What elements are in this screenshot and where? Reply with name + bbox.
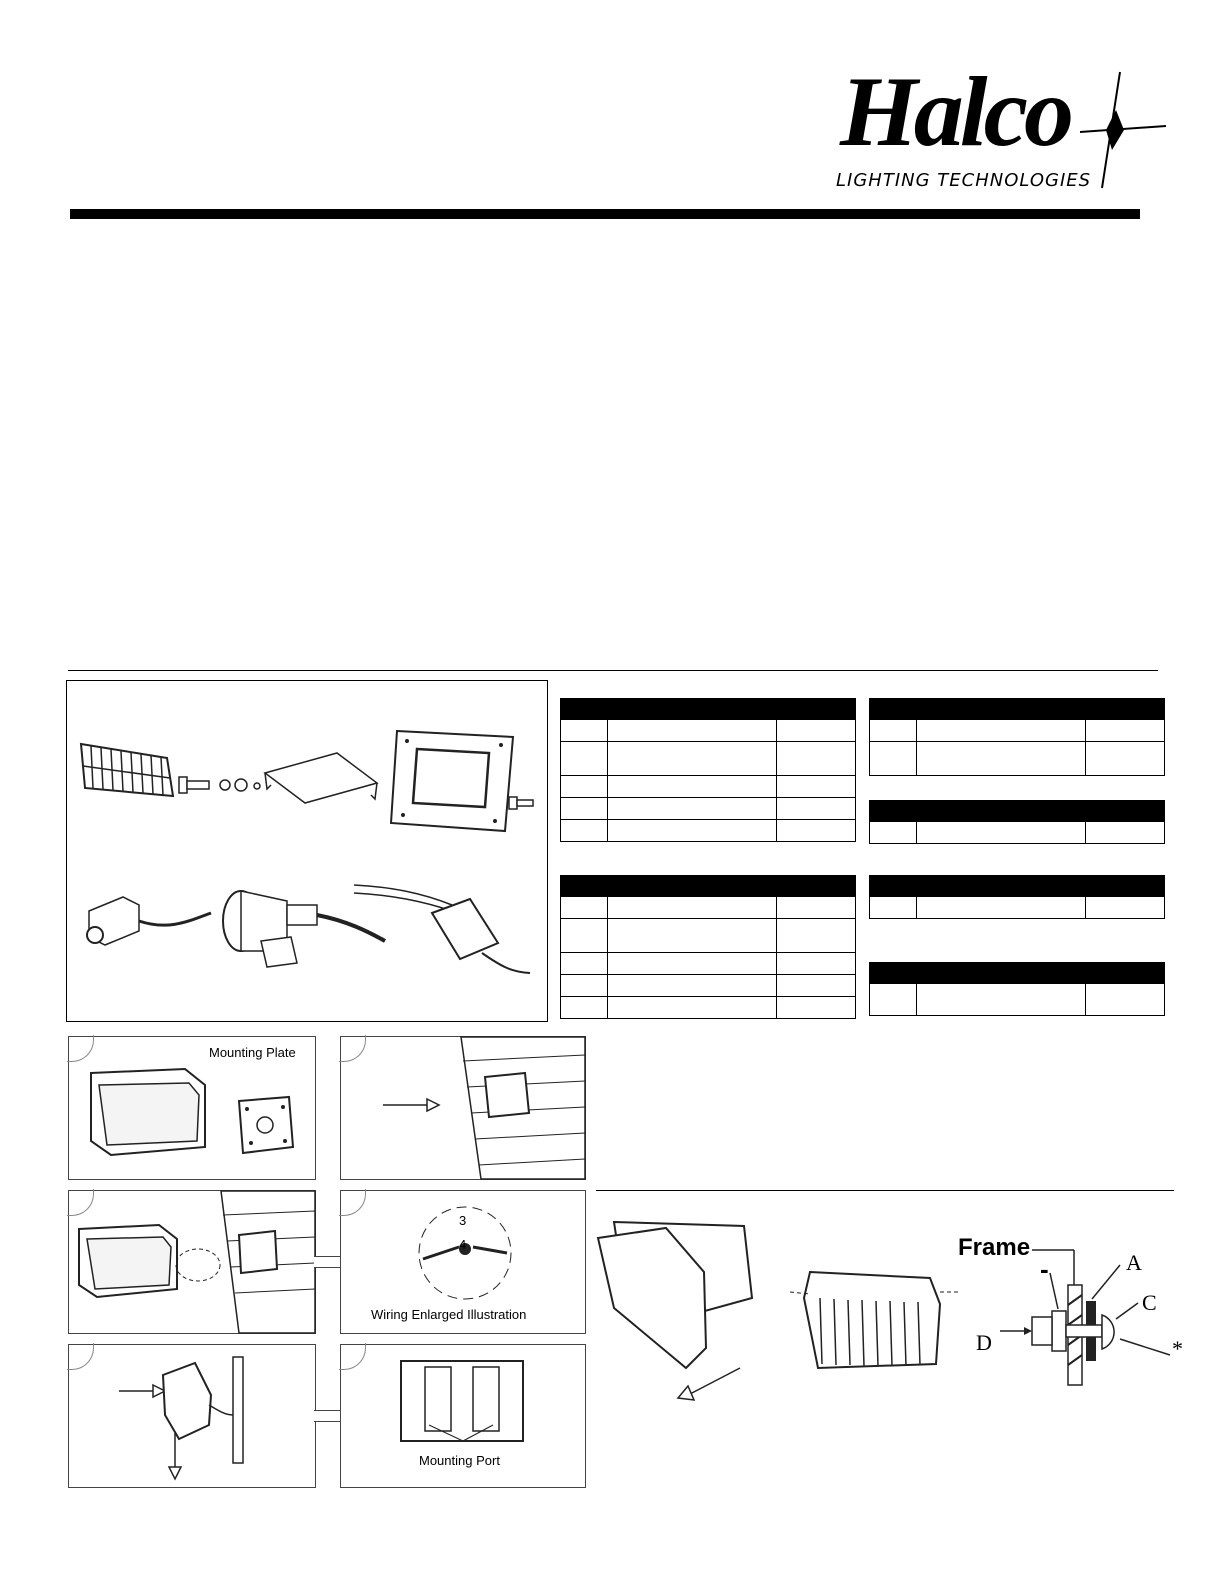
section-divider (68, 670, 1158, 671)
arrow-right-icon (381, 1095, 441, 1115)
label-star: * (1172, 1336, 1183, 1361)
step-6-panel (340, 1344, 586, 1488)
step-number-badge (339, 1035, 366, 1062)
wire-marker-3: 3 (459, 1213, 467, 1228)
dashed-guide-circle (173, 1245, 223, 1285)
step-5-panel (68, 1344, 316, 1488)
fixture-illustration (81, 1065, 211, 1165)
spec-table-right-a (869, 698, 1165, 776)
driver-box-illustration (352, 877, 532, 997)
spec-table-right-b (869, 800, 1165, 844)
fixture-illustration (73, 1223, 183, 1303)
step-4-panel (340, 1190, 586, 1334)
photocell-box-illustration (79, 891, 219, 971)
step-connector (314, 1256, 341, 1268)
frame-label: Frame (958, 1234, 1031, 1261)
mounting-plate-illustration (229, 1091, 299, 1161)
section-divider (596, 1190, 1174, 1191)
step-number-badge (339, 1343, 366, 1370)
step-3-panel (68, 1190, 316, 1334)
mounting-port-illustration (397, 1355, 527, 1445)
open-fixture-illustration (594, 1218, 764, 1408)
brick-wall-illustration (451, 1037, 585, 1179)
spec-table-right-d (869, 962, 1165, 1016)
header-divider (70, 209, 1140, 219)
back-plate-illustration (387, 727, 517, 837)
step-number-badge (67, 1343, 94, 1370)
label-a: A (1126, 1250, 1142, 1275)
label-dash: - (1040, 1254, 1049, 1284)
parts-illustration-box (66, 680, 548, 1022)
spec-table-left-bottom (560, 875, 856, 1019)
fixture-with-guard-illustration (790, 1268, 960, 1378)
step-4-label: Wiring Enlarged Illustration (371, 1307, 527, 1322)
step-1-label: Mounting Plate (209, 1045, 296, 1060)
step-number-badge (67, 1035, 94, 1062)
label-c: C (1142, 1290, 1157, 1315)
logo-tagline: LIGHTING TECHNOLOGIES (836, 170, 1092, 191)
step-2-panel (340, 1036, 586, 1180)
spec-table-right-c (869, 875, 1165, 919)
step-1-panel (68, 1036, 316, 1180)
screw-illustration (507, 793, 537, 813)
brick-wall-illustration (215, 1191, 315, 1333)
fixture-hanging-illustration (159, 1355, 249, 1465)
step-6-label: Mounting Port (419, 1453, 500, 1468)
wire-marker-4: 4 (459, 1237, 467, 1252)
hardware-detail-illustration (990, 1245, 1190, 1395)
step-connector (314, 1410, 341, 1422)
fixture-guard-illustration (75, 736, 185, 806)
label-d: D (976, 1330, 992, 1355)
step-number-badge (67, 1189, 94, 1216)
visor-illustration (261, 743, 381, 813)
step-number-badge (339, 1189, 366, 1216)
spec-table-left-top (560, 698, 856, 842)
halco-logo: Halco (840, 56, 1070, 167)
